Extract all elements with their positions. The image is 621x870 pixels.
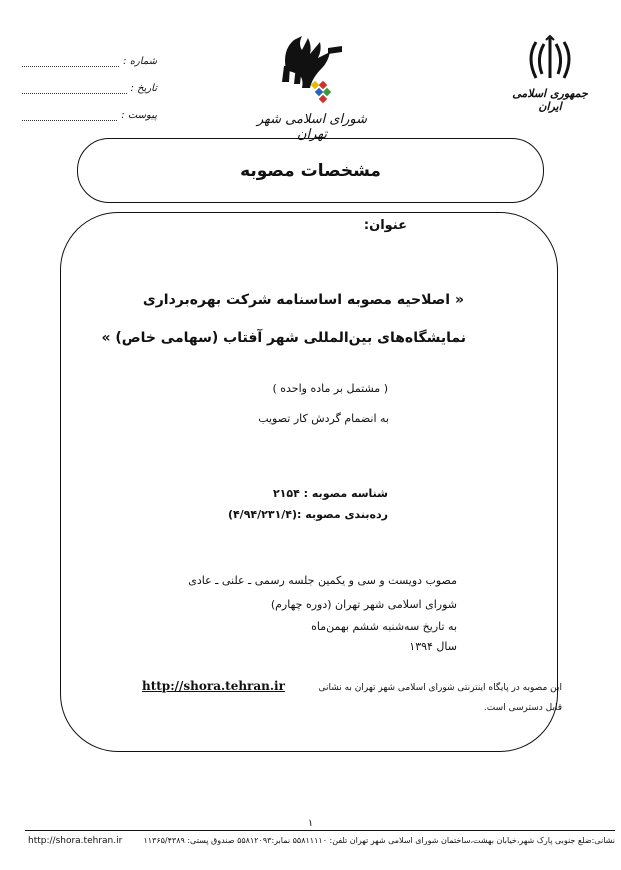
approval-line: شورای اسلامی شهر تهران (دوره چهارم) bbox=[270, 598, 457, 611]
subject-label: عنوان: bbox=[363, 218, 407, 233]
council-emblem-icon bbox=[272, 30, 352, 110]
subject-line-1: « اصلاحیه مصوبه اساسنامه شرکت بهره‌برداری bbox=[142, 292, 464, 308]
website-link[interactable]: http://shora.tehran.ir bbox=[142, 679, 285, 693]
resolution-classification: رده‌بندی مصوبه :(۴/۹۴/۲۳۱/۴) bbox=[227, 508, 388, 521]
resolution-id: شناسه مصوبه : ۲۱۵۴ bbox=[272, 487, 388, 500]
approval-line: به تاریخ سه‌شنبه ششم بهمن‌ماه bbox=[311, 620, 457, 633]
title-box bbox=[77, 138, 544, 203]
footer-address: نشانی:ضلع جنوبی پارک شهر،خیابان بهشت،ساختمان شورای اسلامی شهر تهران تلفن: ۵۵۸۱۱۱۱۰ نمابر:۵۵۸۱۲۰۹۳ صندوق پستی: ۱۱۳۶۵/۴۳۸۹ bbox=[143, 836, 615, 845]
document-title: مشخصات مصوبه bbox=[240, 160, 381, 181]
availability-note: این مصوبه در پایگاه اینترنتی شورای اسلامی شهر تهران به نشانی bbox=[318, 683, 562, 693]
subject-line-2: نمایشگاه‌های بین‌المللی شهر آفتاب (سهامی خاص) » bbox=[101, 330, 466, 346]
dotted-line bbox=[22, 57, 119, 67]
council-logo bbox=[252, 30, 372, 142]
date-label: تاریخ : bbox=[130, 83, 157, 94]
footer-divider bbox=[25, 830, 615, 831]
availability-note-end: قابل دسترسی است. bbox=[483, 703, 562, 713]
page-number: ۱ bbox=[307, 818, 314, 829]
approval-line: سال ۱۳۹۴ bbox=[409, 640, 457, 653]
workflow-note: به انضمام گردش کار تصویب bbox=[258, 412, 389, 425]
dotted-line bbox=[22, 111, 117, 121]
attachment-label: پیوست : bbox=[121, 110, 157, 121]
footer-url[interactable]: http://shora.tehran.ir bbox=[28, 836, 123, 846]
letter-meta bbox=[22, 40, 157, 121]
single-article-note: ( مشتمل بر ماده واحده ) bbox=[272, 382, 388, 395]
council-name: شورای اسلامی شهر تهران bbox=[256, 112, 368, 142]
attachment-field bbox=[22, 94, 157, 121]
number-label: شماره : bbox=[123, 56, 157, 67]
approval-line: مصوب دویست و سی و یکمین جلسه رسمی ـ علنی ـ عادی bbox=[188, 574, 457, 587]
iran-emblem bbox=[500, 34, 600, 114]
dotted-line bbox=[22, 84, 127, 94]
iran-emblem-icon bbox=[524, 34, 576, 84]
iran-republic-label: جمهوری اسلامی ایران bbox=[512, 87, 588, 113]
number-field bbox=[22, 40, 157, 67]
date-field bbox=[22, 67, 157, 94]
